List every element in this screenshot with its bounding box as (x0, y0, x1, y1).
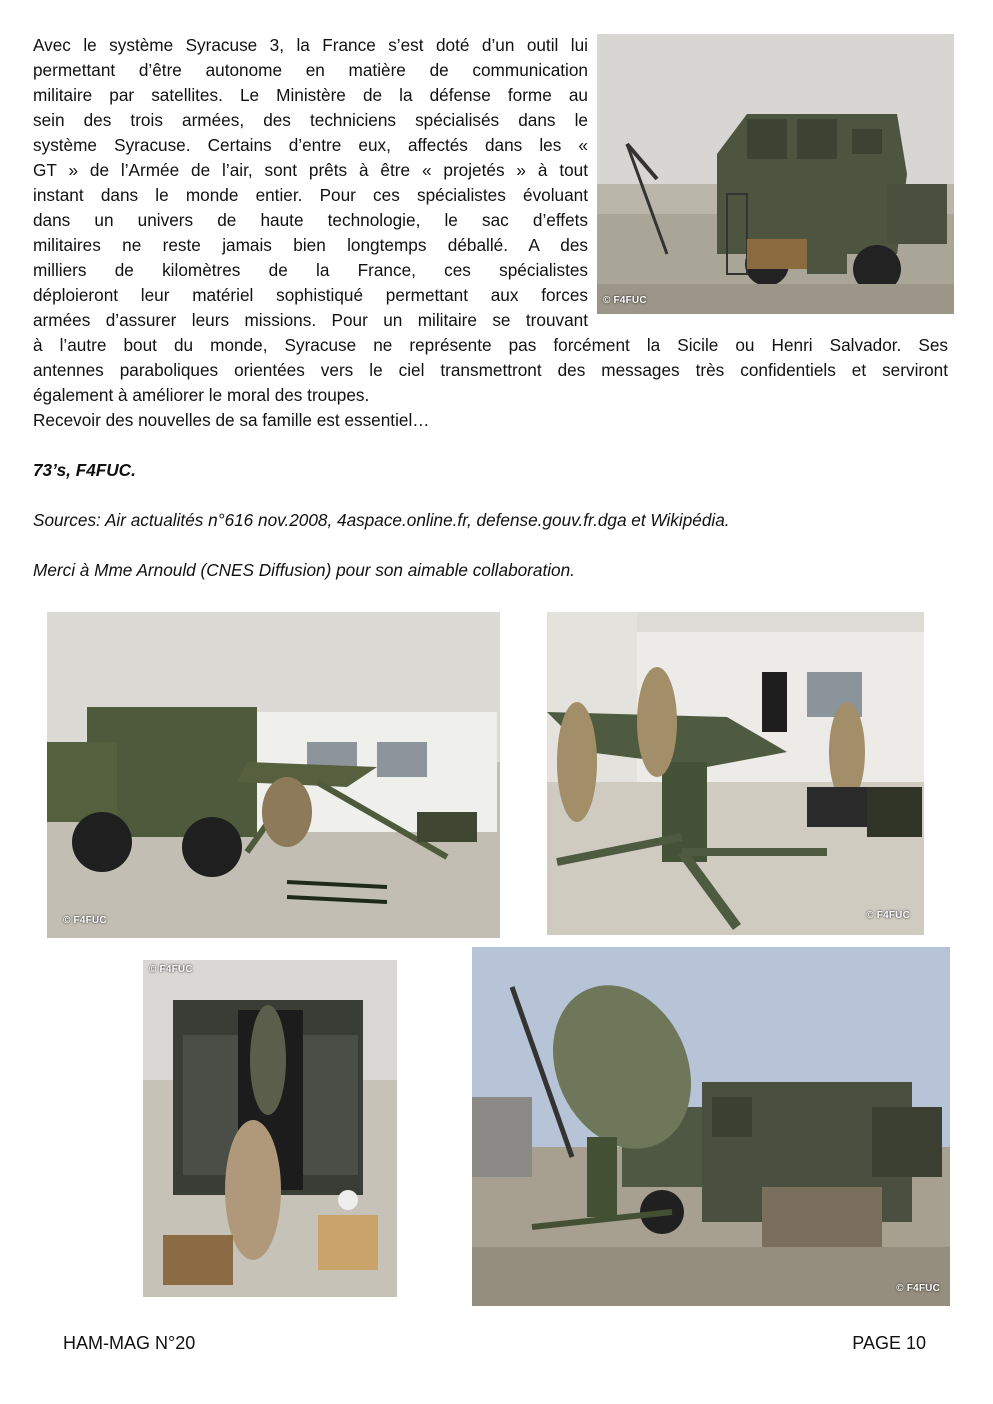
photo-shelter-rear (143, 960, 397, 1297)
truck-antenna-illustration (47, 612, 500, 938)
photo-dish-truck (472, 947, 950, 1306)
intro-line: militaire par satellites. Le Ministère de la défense forme au (33, 85, 588, 105)
signature: 73’s, F4FUC. (33, 460, 136, 480)
photo-credit: © F4FUC (866, 910, 910, 921)
body-line: à l’autre bout du monde, Syracuse ne représente pas forcément la Sicile ou Henri Salvador. Ses (33, 335, 948, 355)
truck-shelter-illustration (597, 34, 954, 314)
footer-page-number: PAGE 10 (852, 1333, 926, 1353)
intro-line: milliers de kilomètres de la France, ces spécialistes (33, 260, 588, 280)
intro-line: armées d’assurer leurs missions. Pour un militaire se trouvant (33, 310, 588, 330)
intro-line: instant dans le monde entier. Pour ces spécialistes évoluant (33, 185, 588, 205)
sources: Sources: Air actualités n°616 nov.2008, 4aspace.online.fr, defense.gouv.fr.dga et Wikipédia. (33, 510, 730, 530)
photo-credit: © F4FUC (149, 964, 193, 975)
body-line: également à améliorer le moral des troupes. (33, 385, 370, 405)
intro-line: militaires ne reste jamais bien longtemps déballé. A des (33, 235, 588, 255)
thanks: Merci à Mme Arnould (CNES Diffusion) pour son aimable collaboration. (33, 560, 575, 580)
photo-antenna-mount (547, 612, 924, 935)
intro-line: sein des trois armées, des techniciens spécialisés dans le (33, 110, 588, 130)
intro-line: permettant d’être autonome en matière de communication (33, 60, 588, 80)
intro-line: système Syracuse. Certains d’entre eux, affectés dans les « (33, 135, 588, 155)
dish-truck-illustration (472, 947, 950, 1306)
closing-line: Recevoir des nouvelles de sa famille est essentiel… (33, 410, 430, 430)
photo-truck-antenna (47, 612, 500, 938)
intro-line: Avec le système Syracuse 3, la France s’est doté d’un outil lui (33, 35, 588, 55)
antenna-mount-illustration (547, 612, 924, 935)
photo-credit: © F4FUC (896, 1283, 940, 1294)
intro-line: déploieront leur matériel sophistiqué permettant aux forces (33, 285, 588, 305)
shelter-rear-illustration (143, 960, 397, 1297)
body-line: antennes paraboliques orientées vers le ciel transmettront des messages très confidentiels et serviront (33, 360, 948, 380)
footer-magazine: HAM-MAG N°20 (63, 1333, 196, 1353)
intro-line: dans un univers de haute technologie, le sac d’effets (33, 210, 588, 230)
photo-credit: © F4FUC (63, 915, 107, 926)
intro-line: GT » de l’Armée de l’air, sont prêts à être « projetés » à tout (33, 160, 588, 180)
photo-credit: © F4FUC (603, 295, 647, 306)
photo-truck-shelter (597, 34, 954, 314)
